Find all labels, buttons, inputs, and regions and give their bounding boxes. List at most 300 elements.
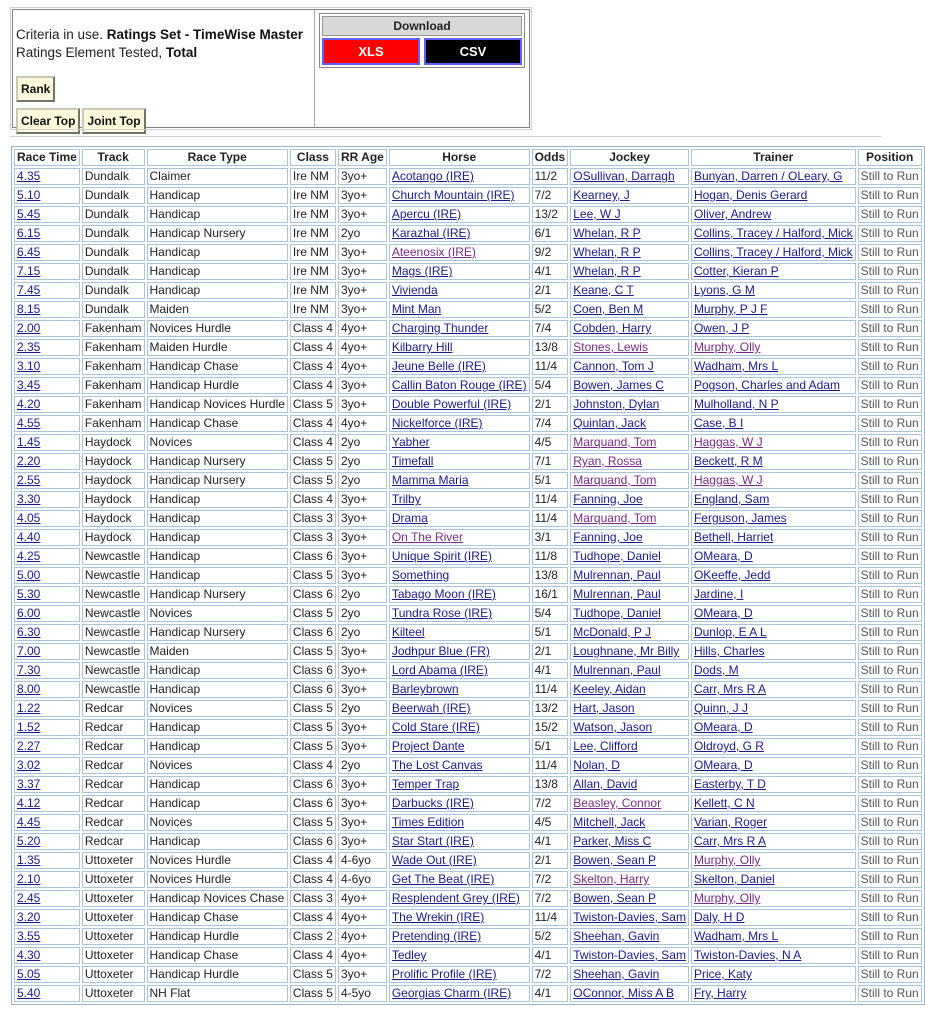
cell-class: Class 6 [290, 586, 336, 603]
jockey-link[interactable]: Skelton, Harry [573, 872, 650, 886]
cell-position: Still to Run [858, 320, 922, 337]
trainer-link[interactable]: Wadham, Mrs L [693, 929, 779, 943]
trainer-link[interactable]: Quinn, J J [693, 701, 748, 715]
race-time-link[interactable]: 7.30 [17, 663, 41, 677]
trainer-link[interactable]: Oliver, Andrew [693, 207, 772, 221]
cell-race-time [14, 434, 80, 451]
horse-link[interactable]: Kilteel [391, 625, 425, 639]
jockey-link[interactable]: Twiston-Davies, Sam [573, 948, 686, 962]
trainer-link[interactable]: Carr, Mrs R A [693, 834, 766, 848]
table-row [14, 833, 922, 850]
horse-link[interactable]: Yabher [391, 435, 430, 449]
table-row [14, 168, 922, 185]
race-time-link[interactable]: 2.20 [17, 454, 41, 468]
jockey-link[interactable]: Marquand, Tom [573, 435, 657, 449]
cell-race-type: Handicap [147, 776, 288, 793]
cell-class: Class 5 [290, 700, 336, 717]
trainer-link[interactable]: Wadham, Mrs L [693, 359, 779, 373]
trainer-link[interactable]: Haggas, W J [693, 473, 763, 487]
cell-position: Still to Run [858, 358, 922, 375]
cell-jockey [570, 966, 689, 983]
cell-position: Still to Run [858, 244, 922, 261]
race-time-link[interactable]: 1.45 [17, 435, 41, 449]
cell-trainer [691, 719, 856, 736]
race-time-link[interactable]: 5.05 [17, 967, 41, 981]
race-time-link[interactable]: 4.55 [17, 416, 41, 430]
cell-track: Redcar [82, 795, 145, 812]
cell-track: Redcar [82, 757, 145, 774]
jockey-link[interactable]: Cannon, Tom J [573, 359, 654, 373]
jockey-link[interactable]: Quinlan, Jack [573, 416, 646, 430]
table-row [14, 358, 922, 375]
horse-link[interactable]: Trilby [391, 492, 421, 506]
horse-link[interactable]: Mags (IRE) [391, 264, 453, 278]
jockey-link[interactable]: Ryan, Rossa [573, 454, 642, 468]
cell-horse [389, 567, 530, 584]
cell-class: Class 4 [290, 852, 336, 869]
cell-jockey [570, 396, 689, 413]
cell-trainer [691, 206, 856, 223]
cell-class: Class 5 [290, 719, 336, 736]
trainer-link[interactable]: Lyons, G M [693, 283, 755, 297]
cell-odds: 4/1 [532, 833, 569, 850]
cell-track: Newcastle [82, 681, 145, 698]
cell-horse [389, 662, 530, 679]
jockey-link[interactable]: Whelan, R P [573, 226, 641, 240]
jockey-link[interactable]: Whelan, R P [573, 264, 641, 278]
cell-race-time [14, 453, 80, 470]
jockey-link[interactable]: Keane, C T [573, 283, 634, 297]
cell-odds: 7/4 [532, 320, 569, 337]
cell-class: Ire NM [290, 282, 336, 299]
cell-position: Still to Run [858, 339, 922, 356]
trainer-link[interactable]: OMeara, D [693, 549, 753, 563]
cell-position: Still to Run [858, 947, 922, 964]
cell-class: Class 6 [290, 681, 336, 698]
race-time-link[interactable]: 1.35 [17, 853, 41, 867]
race-time-link[interactable]: 3.45 [17, 378, 41, 392]
horse-link[interactable]: Tundra Rose (IRE) [391, 606, 493, 620]
cell-position: Still to Run [858, 472, 922, 489]
trainer-link[interactable]: Kellett, C N [693, 796, 755, 810]
trainer-link[interactable]: Daly, H D [693, 910, 745, 924]
cell-position: Still to Run [858, 700, 922, 717]
cell-rr-age: 3yo+ [338, 206, 387, 223]
horse-link[interactable]: Charging Thunder [391, 321, 489, 335]
cell-odds: 5/1 [532, 472, 569, 489]
cell-race-type: Novices [147, 434, 288, 451]
cell-jockey [570, 301, 689, 318]
joint-top-button[interactable]: Joint Top [82, 108, 145, 134]
race-time-link[interactable]: 3.02 [17, 758, 41, 772]
cell-track: Newcastle [82, 624, 145, 641]
jockey-link[interactable]: Beasley, Connor [573, 796, 662, 810]
trainer-link[interactable]: England, Sam [693, 492, 770, 506]
cell-track: Dundalk [82, 187, 145, 204]
cell-race-type: Handicap [147, 263, 288, 280]
cell-odds: 2/1 [532, 643, 569, 660]
trainer-link[interactable]: Murphy, Olly [693, 340, 761, 354]
cell-class: Class 3 [290, 529, 336, 546]
cell-horse [389, 643, 530, 660]
race-time-link[interactable]: 2.00 [17, 321, 41, 335]
jockey-link[interactable]: Parker, Miss C [573, 834, 652, 848]
cell-jockey [570, 662, 689, 679]
horse-link[interactable]: Darbucks (IRE) [391, 796, 474, 810]
horse-link[interactable]: The Wrekin (IRE) [391, 910, 485, 924]
trainer-link[interactable]: Case, B I [693, 416, 744, 430]
trainer-link[interactable]: Dods, M [693, 663, 739, 677]
cell-race-type: Handicap Hurdle [147, 966, 288, 983]
cell-odds: 7/2 [532, 795, 569, 812]
race-time-link[interactable]: 2.10 [17, 872, 41, 886]
download-buttons [320, 38, 524, 67]
jockey-link[interactable]: Fanning, Joe [573, 492, 643, 506]
cell-rr-age: 2yo [338, 225, 387, 242]
horse-link[interactable]: Cold Stare (IRE) [391, 720, 480, 734]
jockey-link[interactable]: Bowen, Sean P [573, 853, 656, 867]
trainer-link[interactable]: Collins, Tracey / Halford, Mick [693, 245, 853, 259]
horse-link[interactable]: Prolific Profile (IRE) [391, 967, 497, 981]
race-time-link[interactable]: 4.30 [17, 948, 41, 962]
table-row [14, 301, 922, 318]
trainer-link[interactable]: Jardine, I [693, 587, 744, 601]
cell-race-time [14, 700, 80, 717]
cell-trainer [691, 244, 856, 261]
cell-race-time [14, 548, 80, 565]
cell-odds: 4/1 [532, 263, 569, 280]
cell-track: Fakenham [82, 377, 145, 394]
cell-horse [389, 415, 530, 432]
trainer-link[interactable]: Hogan, Denis Gerard [693, 188, 808, 202]
cell-class: Class 4 [290, 415, 336, 432]
horse-link[interactable]: Jodhpur Blue (FR) [391, 644, 490, 658]
cell-race-time [14, 662, 80, 679]
table-row [14, 985, 922, 1002]
trainer-link[interactable]: Murphy, Olly [693, 891, 761, 905]
jockey-link[interactable]: Marquand, Tom [573, 511, 657, 525]
cell-odds: 6/1 [532, 225, 569, 242]
race-time-link[interactable]: 5.30 [17, 587, 41, 601]
jockey-link[interactable]: Mulrennan, Paul [573, 587, 661, 601]
jockey-link[interactable]: Cobden, Harry [573, 321, 652, 335]
jockey-link[interactable]: Lee, Clifford [573, 739, 638, 753]
cell-horse [389, 396, 530, 413]
horse-link[interactable]: Project Dante [391, 739, 465, 753]
horse-link[interactable]: Something [391, 568, 450, 582]
jockey-link[interactable]: Mulrennan, Paul [573, 568, 661, 582]
cell-class: Class 5 [290, 396, 336, 413]
trainer-link[interactable]: Dunlop, E A L [693, 625, 767, 639]
cell-track: Uttoxeter [82, 928, 145, 945]
horse-link[interactable]: Barleybrown [391, 682, 459, 696]
trainer-link[interactable]: Easterby, T D [693, 777, 766, 791]
race-time-link[interactable]: 5.40 [17, 986, 41, 1000]
horse-link[interactable]: Double Powerful (IRE) [391, 397, 512, 411]
cell-position: Still to Run [858, 453, 922, 470]
race-time-link[interactable]: 7.00 [17, 644, 41, 658]
cell-track: Haydock [82, 529, 145, 546]
horse-link[interactable]: Lord Abama (IRE) [391, 663, 488, 677]
jockey-link[interactable]: Sheehan, Gavin [573, 929, 660, 943]
race-time-link[interactable]: 4.05 [17, 511, 41, 525]
horse-link[interactable]: Tedley [391, 948, 427, 962]
cell-jockey [570, 586, 689, 603]
horse-link[interactable]: Get The Beat (IRE) [391, 872, 495, 886]
trainer-link[interactable]: Pogson, Charles and Adam [693, 378, 841, 392]
race-time-link[interactable]: 8.00 [17, 682, 41, 696]
ratings-set: Ratings Set - TimeWise Master [106, 27, 303, 42]
jockey-link[interactable]: Allan, David [573, 777, 638, 791]
clear-top-button[interactable]: Clear Top [16, 108, 80, 134]
jockey-link[interactable]: Mitchell, Jack [573, 815, 646, 829]
trainer-link[interactable]: Price, Katy [693, 967, 752, 981]
trainer-link[interactable]: Beckett, R M [693, 454, 763, 468]
race-time-link[interactable]: 5.00 [17, 568, 41, 582]
race-time-link[interactable]: 3.10 [17, 359, 41, 373]
trainer-link[interactable]: Bethell, Harriet [693, 530, 774, 544]
table-row [14, 662, 922, 679]
jockey-link[interactable]: Hart, Jason [573, 701, 635, 715]
jockey-link[interactable]: Bowen, James C [573, 378, 664, 392]
race-time-link[interactable]: 6.30 [17, 625, 41, 639]
jockey-link[interactable]: Marquand, Tom [573, 473, 657, 487]
race-time-link[interactable]: 7.45 [17, 283, 41, 297]
trainer-link[interactable]: Bunyan, Darren / OLeary, G [693, 169, 843, 183]
race-time-link[interactable]: 3.55 [17, 929, 41, 943]
horse-link[interactable]: On The River [391, 530, 463, 544]
xls-download-button[interactable]: XLS [322, 38, 420, 65]
trainer-link[interactable]: Owen, J P [693, 321, 750, 335]
cell-horse [389, 453, 530, 470]
cell-track: Redcar [82, 833, 145, 850]
jockey-link[interactable]: Tudhope, Daniel [573, 606, 661, 620]
table-row [14, 244, 922, 261]
cell-horse [389, 206, 530, 223]
jockey-link[interactable]: Loughnane, Mr Billy [573, 644, 680, 658]
jockey-link[interactable]: Lee, W J [573, 207, 621, 221]
race-time-link[interactable]: 1.52 [17, 720, 41, 734]
jockey-link[interactable]: Tudhope, Daniel [573, 549, 661, 563]
cell-jockey [570, 187, 689, 204]
jockey-link[interactable]: Watson, Jason [573, 720, 653, 734]
horse-link[interactable]: Tabago Moon (IRE) [391, 587, 496, 601]
race-time-link[interactable]: 4.35 [17, 169, 41, 183]
cell-position: Still to Run [858, 719, 922, 736]
jockey-link[interactable]: Coen, Ben M [573, 302, 644, 316]
jockey-link[interactable]: McDonald, P J [573, 625, 652, 639]
race-time-link[interactable]: 3.37 [17, 777, 41, 791]
race-time-link[interactable]: 5.10 [17, 188, 41, 202]
trainer-link[interactable]: Varian, Roger [693, 815, 768, 829]
trainer-link[interactable]: Murphy, P J F [693, 302, 768, 316]
cell-rr-age: 4yo+ [338, 909, 387, 926]
horse-link[interactable]: Star Start (IRE) [391, 834, 474, 848]
race-time-link[interactable]: 6.45 [17, 245, 41, 259]
jockey-link[interactable]: OSullivan, Darragh [573, 169, 675, 183]
cell-track: Newcastle [82, 586, 145, 603]
cell-trainer [691, 985, 856, 1002]
horse-link[interactable]: Unique Spirit (IRE) [391, 549, 492, 563]
jockey-link[interactable]: OConnor, Miss A B [573, 986, 674, 1000]
cell-trainer [691, 909, 856, 926]
cell-race-type: Novices Hurdle [147, 320, 288, 337]
horse-link[interactable]: Timefall [391, 454, 434, 468]
race-time-link[interactable]: 1.22 [17, 701, 41, 715]
trainer-link[interactable]: Skelton, Daniel [693, 872, 775, 886]
race-time-link[interactable]: 2.35 [17, 340, 41, 354]
cell-trainer [691, 757, 856, 774]
download-box [319, 13, 525, 68]
jockey-link[interactable]: Nolan, D [573, 758, 620, 772]
trainer-link[interactable]: OMeara, D [693, 720, 753, 734]
table-row [14, 510, 922, 527]
horse-link[interactable]: Beerwah (IRE) [391, 701, 471, 715]
race-time-link[interactable]: 3.20 [17, 910, 41, 924]
horse-link[interactable]: Vivienda [391, 283, 438, 297]
race-time-link[interactable]: 3.30 [17, 492, 41, 506]
cell-race-time [14, 738, 80, 755]
cell-rr-age: 4yo+ [338, 320, 387, 337]
horse-link[interactable]: Kilbarry Hill [391, 340, 453, 354]
horse-link[interactable]: Drama [391, 511, 428, 525]
jockey-link[interactable]: Sheehan, Gavin [573, 967, 660, 981]
jockey-link[interactable]: Twiston-Davies, Sam [573, 910, 686, 924]
trainer-link[interactable]: Mulholland, N P [693, 397, 779, 411]
race-time-link[interactable]: 4.20 [17, 397, 41, 411]
horse-link[interactable]: Acotango (IRE) [391, 169, 474, 183]
table-row [14, 681, 922, 698]
jockey-link[interactable]: Stones, Lewis [573, 340, 648, 354]
cell-rr-age: 3yo+ [338, 567, 387, 584]
trainer-link[interactable]: Oldroyd, G R [693, 739, 764, 753]
trainer-link[interactable]: Carr, Mrs R A [693, 682, 766, 696]
horse-link[interactable]: The Lost Canvas [391, 758, 483, 772]
race-time-link[interactable]: 2.45 [17, 891, 41, 905]
cell-jockey [570, 643, 689, 660]
cell-track: Haydock [82, 453, 145, 470]
race-time-link[interactable]: 6.00 [17, 606, 41, 620]
cell-track: Uttoxeter [82, 909, 145, 926]
horse-link[interactable]: Mamma Maria [391, 473, 469, 487]
horse-link[interactable]: Ateenosix (IRE) [391, 245, 476, 259]
jockey-link[interactable]: Johnston, Dylan [573, 397, 660, 411]
horse-link[interactable]: Church Mountain (IRE) [391, 188, 515, 202]
cell-race-type: Novices [147, 605, 288, 622]
cell-race-type: Handicap Chase [147, 909, 288, 926]
table-row [14, 491, 922, 508]
cell-race-type: Maiden Hurdle [147, 339, 288, 356]
cell-rr-age: 3yo+ [338, 833, 387, 850]
race-time-link[interactable]: 4.40 [17, 530, 41, 544]
cell-odds: 11/4 [532, 510, 569, 527]
jockey-link[interactable]: Keeley, Aidan [573, 682, 646, 696]
trainer-link[interactable]: Fry, Harry [693, 986, 747, 1000]
race-time-link[interactable]: 2.27 [17, 739, 41, 753]
race-time-link[interactable]: 6.15 [17, 226, 41, 240]
cell-rr-age: 4yo+ [338, 947, 387, 964]
jockey-link[interactable]: Whelan, R P [573, 245, 641, 259]
cell-track: Fakenham [82, 320, 145, 337]
horse-link[interactable]: Georgias Charm (IRE) [391, 986, 512, 1000]
horse-link[interactable]: Pretending (IRE) [391, 929, 482, 943]
race-time-link[interactable]: 5.20 [17, 834, 41, 848]
trainer-link[interactable]: OKeeffe, Jedd [693, 568, 771, 582]
cell-jockey [570, 681, 689, 698]
jockey-link[interactable]: Fanning, Joe [573, 530, 643, 544]
cell-track: Dundalk [82, 168, 145, 185]
horse-link[interactable]: Temper Trap [391, 777, 460, 791]
cell-position: Still to Run [858, 282, 922, 299]
cell-race-type: Handicap [147, 510, 288, 527]
cell-jockey [570, 168, 689, 185]
trainer-link[interactable]: OMeara, D [693, 606, 753, 620]
cell-track: Uttoxeter [82, 985, 145, 1002]
race-time-link[interactable]: 7.15 [17, 264, 41, 278]
trainer-link[interactable]: OMeara, D [693, 758, 753, 772]
race-time-link[interactable]: 4.45 [17, 815, 41, 829]
horse-link[interactable]: Wade Out (IRE) [391, 853, 477, 867]
trainer-link[interactable]: Hills, Charles [693, 644, 765, 658]
cell-class: Class 6 [290, 795, 336, 812]
race-time-link[interactable]: 5.45 [17, 207, 41, 221]
table-row [14, 852, 922, 869]
trainer-link[interactable]: Murphy, Olly [693, 853, 761, 867]
criteria-cell [13, 10, 315, 127]
cell-class: Class 6 [290, 662, 336, 679]
jockey-link[interactable]: Bowen, Sean P [573, 891, 656, 905]
race-time-link[interactable]: 4.12 [17, 796, 41, 810]
cell-class: Class 5 [290, 985, 336, 1002]
horse-link[interactable]: Karazhal (IRE) [391, 226, 471, 240]
csv-download-button[interactable]: CSV [424, 38, 522, 65]
cell-odds: 11/4 [532, 909, 569, 926]
horse-link[interactable]: Callin Baton Rouge (IRE) [391, 378, 527, 392]
race-time-link[interactable]: 8.15 [17, 302, 41, 316]
rank-button[interactable]: Rank [16, 76, 55, 102]
trainer-link[interactable]: Haggas, W J [693, 435, 763, 449]
cell-horse [389, 909, 530, 926]
table-row [14, 966, 922, 983]
cell-rr-age: 4-6yo [338, 871, 387, 888]
race-time-link[interactable]: 4.25 [17, 549, 41, 563]
race-time-link[interactable]: 2.55 [17, 473, 41, 487]
horse-link[interactable]: Nickelforce (IRE) [391, 416, 483, 430]
jockey-link[interactable]: Mulrennan, Paul [573, 663, 661, 677]
column-header-class: Class [290, 149, 336, 166]
cell-odds: 4/1 [532, 662, 569, 679]
cell-rr-age: 3yo+ [338, 643, 387, 660]
cell-position: Still to Run [858, 396, 922, 413]
trainer-link[interactable]: Cotter, Kieran P [693, 264, 779, 278]
cell-track: Dundalk [82, 244, 145, 261]
cell-trainer [691, 529, 856, 546]
jockey-link[interactable]: Kearney, J [573, 188, 630, 202]
horse-link[interactable]: Times Edition [391, 815, 465, 829]
trainer-link[interactable]: Twiston-Davies, N A [693, 948, 802, 962]
trainer-link[interactable]: Collins, Tracey / Halford, Mick [693, 226, 853, 240]
cell-track: Uttoxeter [82, 947, 145, 964]
cell-class: Class 6 [290, 776, 336, 793]
cell-track: Haydock [82, 434, 145, 451]
cell-horse [389, 947, 530, 964]
horse-link[interactable]: Mint Man [391, 302, 442, 316]
horse-link[interactable]: Resplendent Grey (IRE) [391, 891, 520, 905]
horse-link[interactable]: Apercu (IRE) [391, 207, 462, 221]
table-row [14, 225, 922, 242]
trainer-link[interactable]: Ferguson, James [693, 511, 787, 525]
horse-link[interactable]: Jeune Belle (IRE) [391, 359, 486, 373]
